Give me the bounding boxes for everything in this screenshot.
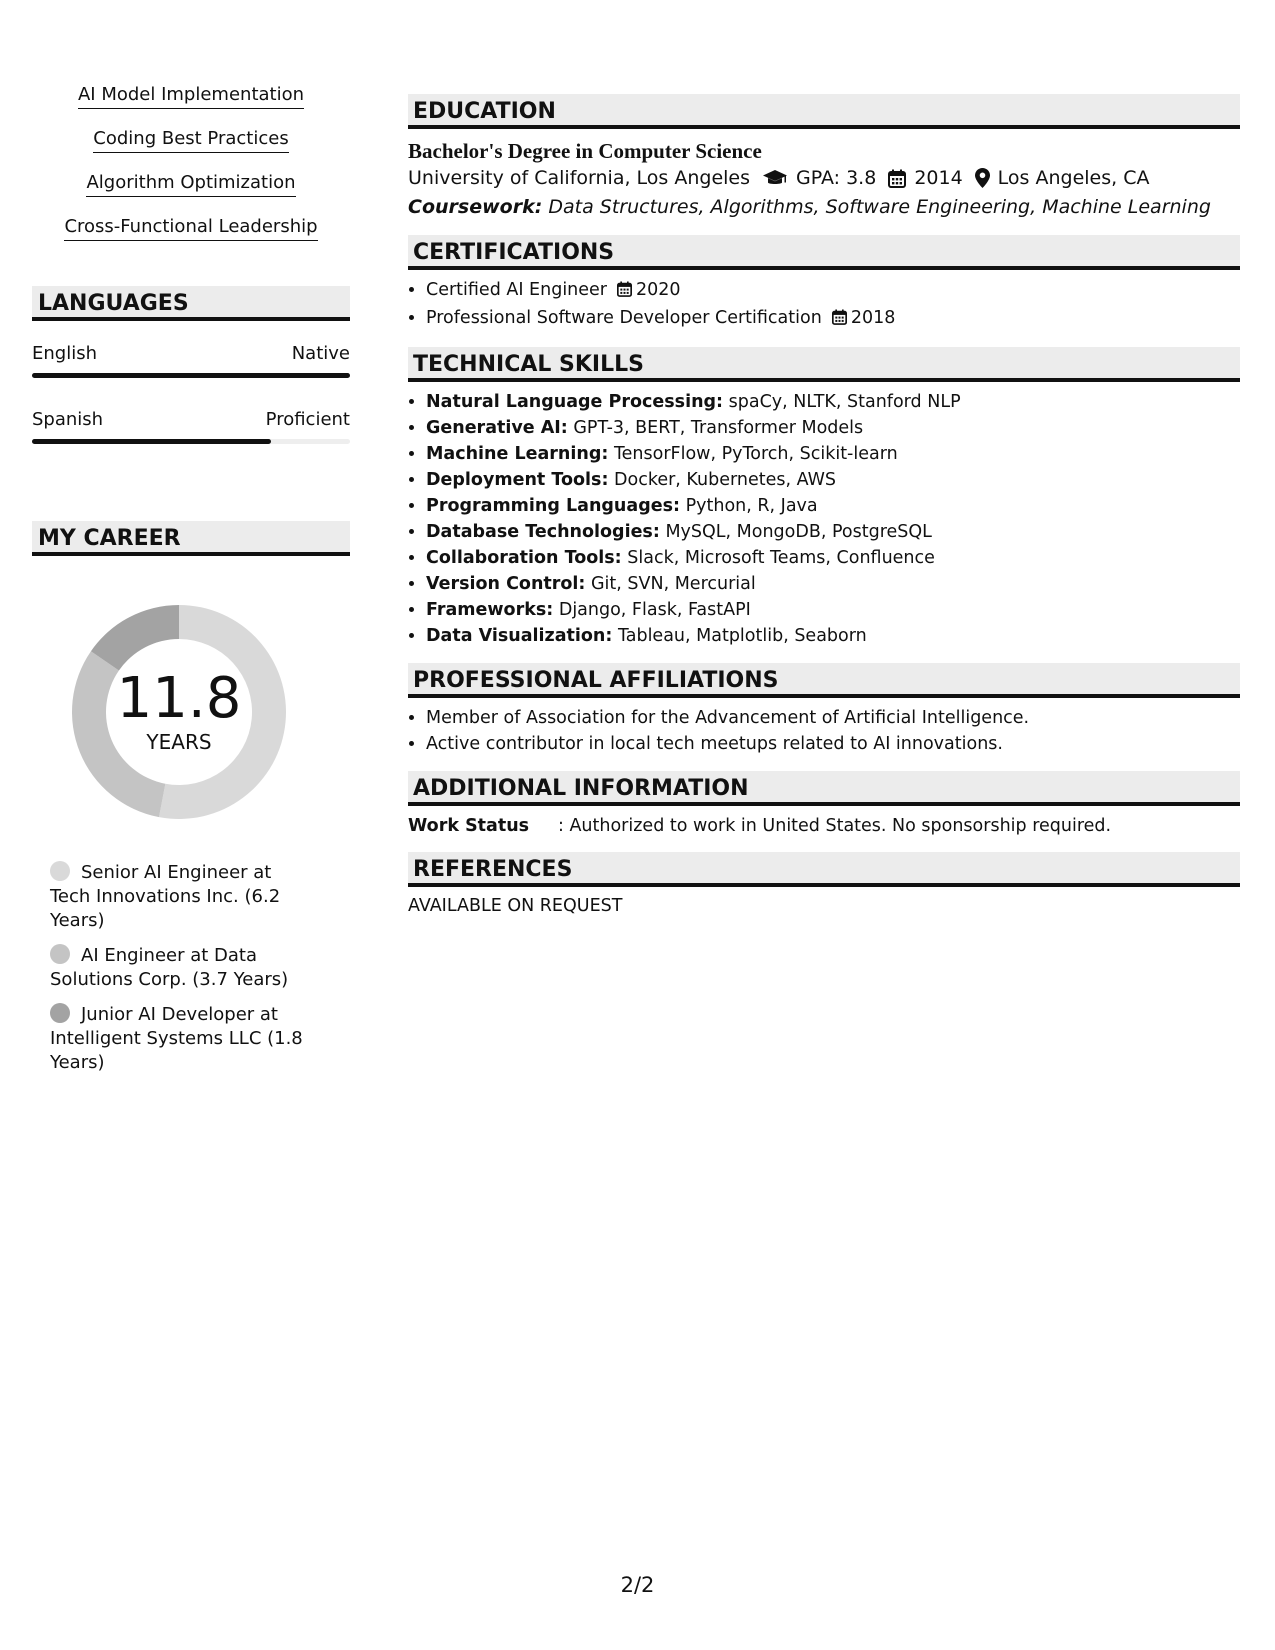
skill-category: Version Control: (426, 574, 586, 594)
skill-category: Deployment Tools: (426, 470, 609, 490)
affiliation-item: • Active contributor in local tech meetups related to AI innovations. (426, 731, 1240, 757)
career-role: Senior AI Engineer at Tech Innovations Inc. (6.2 Years) (50, 862, 281, 931)
skill-values: GPT-3, BERT, Transformer Models (573, 418, 864, 438)
certifications-heading: CERTIFICATIONS (408, 235, 1240, 270)
career-legend (50, 861, 310, 1075)
certification-name: Professional Software Developer Certification (426, 308, 822, 328)
location-pin-icon (975, 168, 990, 188)
language-bar (32, 373, 350, 378)
skill-item (426, 467, 1240, 493)
work-status-row (408, 814, 1240, 838)
skill-values: Python, R, Java (685, 496, 818, 516)
skill-values: Docker, Kubernetes, AWS (614, 470, 837, 490)
language-level: Native (291, 343, 350, 364)
language-item (32, 344, 350, 378)
technical-skills-list (408, 389, 1240, 649)
skill-category: Database Technologies: (426, 522, 660, 542)
language-name: English (32, 343, 97, 364)
skill-item (426, 519, 1240, 545)
calendar-icon (888, 169, 906, 188)
additional-info-heading: ADDITIONAL INFORMATION (408, 771, 1240, 806)
gpa: GPA: 3.8 (796, 167, 877, 189)
school-location: Los Angeles, CA (997, 167, 1150, 189)
skill-values: TensorFlow, PyTorch, Scikit-learn (613, 444, 898, 464)
coursework (408, 193, 1240, 221)
skill-category: Collaboration Tools: (426, 548, 622, 568)
technical-skills-heading: TECHNICAL SKILLS (408, 347, 1240, 382)
language-bar-fill (32, 439, 271, 444)
references-heading: REFERENCES (408, 852, 1240, 887)
education-section (408, 94, 1240, 221)
career-legend-item (50, 1003, 310, 1075)
skill-category: Natural Language Processing: (426, 392, 724, 412)
legend-dot-icon (50, 1003, 70, 1023)
language-item (32, 410, 350, 444)
career-legend-item (50, 861, 310, 933)
skill-item (426, 441, 1240, 467)
languages-heading: LANGUAGES (32, 286, 350, 321)
additional-info-section (408, 771, 1240, 838)
skill-values: Django, Flask, FastAPI (558, 600, 751, 620)
references-section (408, 852, 1240, 916)
right-column (408, 94, 1240, 930)
education-heading: EDUCATION (408, 94, 1240, 129)
school-name: University of California, Los Angeles (408, 167, 751, 189)
skill-tag: Coding Best Practices (93, 128, 288, 153)
certification-item (426, 305, 1240, 333)
skill-values: Slack, Microsoft Teams, Confluence (627, 548, 935, 568)
skill-item (426, 545, 1240, 571)
career-total-unit: YEARS (146, 730, 212, 754)
skill-tag: Algorithm Optimization (86, 172, 295, 197)
skill-item (426, 493, 1240, 519)
left-column (32, 84, 350, 1086)
certification-year: 2018 (850, 308, 896, 328)
affiliations-heading: PROFESSIONAL AFFILIATIONS (408, 663, 1240, 698)
skill-values: MySQL, MongoDB, PostgreSQL (665, 522, 932, 542)
skill-category: Frameworks: (426, 600, 554, 620)
legend-dot-icon (50, 861, 70, 881)
legend-dot-icon (50, 944, 70, 964)
career-donut-chart (66, 599, 292, 825)
education-details (408, 164, 1240, 192)
coursework-label: Coursework: (408, 196, 543, 218)
certifications-list (408, 277, 1240, 333)
language-name: Spanish (32, 409, 104, 430)
coursework-list: Data Structures, Algorithms, Software Engineering, Machine Learning (548, 196, 1211, 218)
affiliation-item: • Member of Association for the Advancement of Artificial Intelligence. (426, 705, 1240, 731)
career-legend-item (50, 944, 310, 992)
skill-values: Git, SVN, Mercurial (591, 574, 756, 594)
career-role: Junior AI Developer at Intelligent Systems LLC (1.8 Years) (50, 1004, 303, 1073)
references-text: AVAILABLE ON REQUEST (408, 896, 623, 916)
certification-year: 2020 (636, 280, 681, 300)
affiliations-section (408, 663, 1240, 757)
skill-item (426, 415, 1240, 441)
degree-title: Bachelor's Degree in Computer Science (408, 139, 762, 163)
technical-skills-section (408, 347, 1240, 649)
language-bar-fill (32, 373, 350, 378)
work-status-value: : Authorized to work in United States. No sponsorship required. (558, 816, 1112, 836)
career-heading: MY CAREER (32, 521, 350, 556)
skill-item (426, 623, 1240, 649)
skill-category: Programming Languages: (426, 496, 681, 516)
skill-item (426, 389, 1240, 415)
skill-values: spaCy, NLTK, Stanford NLP (728, 392, 961, 412)
work-status-label: Work Status (408, 816, 530, 836)
language-level: Proficient (265, 409, 350, 430)
skill-item (426, 597, 1240, 623)
skill-category: Generative AI: (426, 418, 568, 438)
graduation-year: 2014 (914, 167, 963, 189)
language-bar (32, 439, 350, 444)
career-role: AI Engineer at Data Solutions Corp. (3.7 Years) (50, 945, 289, 990)
affiliations-list (408, 705, 1240, 757)
skill-category: Machine Learning: (426, 444, 609, 464)
skill-values: Tableau, Matplotlib, Seaborn (617, 626, 867, 646)
certifications-section (408, 235, 1240, 333)
graduation-cap-icon (762, 169, 788, 187)
skill-item (426, 571, 1240, 597)
page-number: 2/2 (620, 1573, 655, 1597)
calendar-icon (832, 307, 847, 333)
languages-section (32, 286, 350, 444)
skill-tag: Cross-Functional Leadership (64, 216, 317, 241)
skill-category: Data Visualization: (426, 626, 613, 646)
certification-item (426, 277, 1240, 305)
skill-tag: AI Model Implementation (78, 84, 304, 109)
certification-name: Certified AI Engineer (426, 280, 607, 300)
career-total-years: 11.8 (116, 666, 242, 731)
calendar-icon (617, 279, 632, 305)
career-section (32, 521, 350, 1075)
skill-tags (32, 84, 350, 260)
